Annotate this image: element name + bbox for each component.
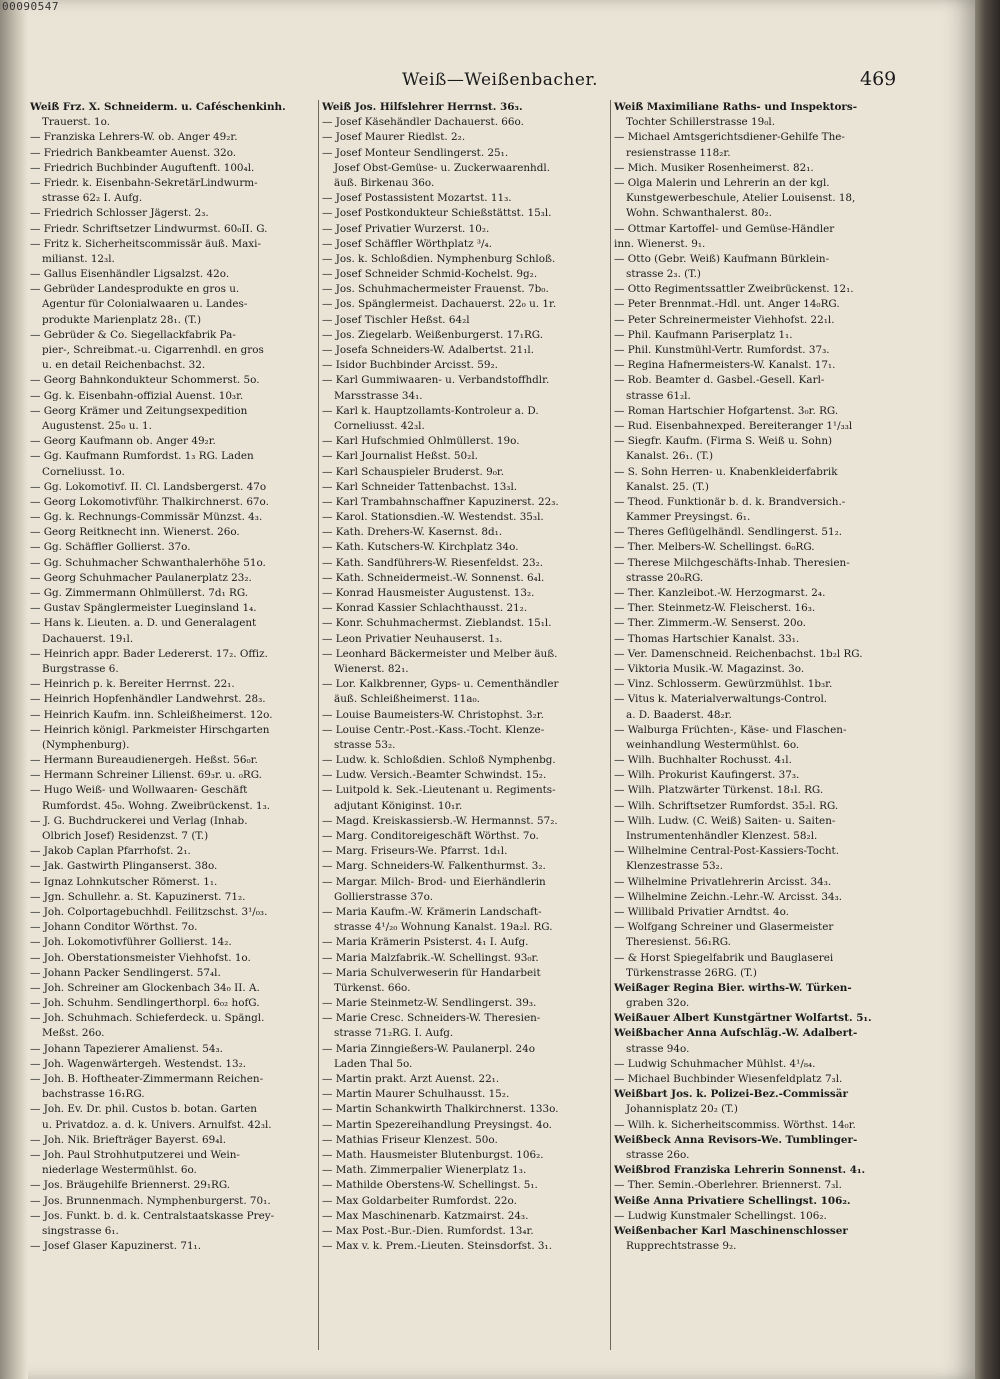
directory-entry: — Joh. Wagenwärtergeh. Westendst. 13₂. [30, 1057, 247, 1070]
directory-entry: — Heinrich Hopfenhändler Landwehrst. 28₃. [30, 693, 266, 706]
directory-entry: — Mich. Musiker Rosenheimerst. 82₁. [614, 161, 814, 174]
directory-entry: — Math. Zimmerpalier Wienerplatz 1₃. [322, 1164, 527, 1177]
entry-continuation-line: Johannisplatz 20₂ (T.) [626, 1103, 738, 1116]
directory-entry: — Max Goldarbeiter Rumfordst. 22o. [322, 1194, 517, 1207]
directory-entry: — Louise Baumeisters-W. Christophst. 3₂r. [322, 708, 544, 721]
directory-entry: — Georg Kaufmann ob. Anger 49₂r. [30, 435, 216, 448]
directory-entry: — Joh. Schuhmach. Schieferdeck. u. Spängl. [30, 1012, 265, 1025]
directory-entry: — Walburga Früchten-, Käse- und Flaschen- [614, 723, 847, 736]
directory-entry: — Max v. k. Prem.-Lieuten. Steinsdorfst. 3₁. [322, 1240, 552, 1253]
directory-entry: — Gg. k. Eisenbahn-offizial Auenst. 10₃r. [30, 389, 244, 402]
entry-continuation-line: u. Privatdoz. a. d. k. Univers. Arnulfst. 42₃l. [42, 1118, 272, 1131]
directory-entry: — Martin prakt. Arzt Auenst. 22₁. [322, 1073, 500, 1085]
entry-continuation-line: strasse 20₀RG. [626, 571, 704, 584]
directory-entry: — Peter Schreinermeister Viehhofst. 22₁l. [614, 313, 835, 326]
directory-entry: — Theres Geflügelhändl. Sendlingerst. 51₂. [614, 526, 843, 539]
directory-entry: — Mathias Friseur Klenzest. 50o. [322, 1133, 498, 1146]
directory-entry: — Wilh. Schriftsetzer Rumfordst. 35₂l. RG. [614, 799, 839, 812]
directory-entry: — Jak. Gastwirth Plinganserst. 38o. [30, 860, 218, 873]
entry-continuation-line: strasse 53₂. [334, 738, 396, 751]
directory-entry: — Ludw. k. Schloßdien. Schloß Nymphenbg. [322, 754, 556, 767]
directory-entry: — Hermann Bureaudienergeh. Heßst. 56₀r. [30, 754, 258, 767]
directory-headword-entry: Weißauer Albert Kunstgärtner Wolfartst. 5₁. [614, 1012, 872, 1025]
directory-entry: — Marg. Schneiders-W. Falkenthurmst. 3₂. [322, 860, 546, 873]
directory-entry: — Leon Privatier Neuhauserst. 1₃. [322, 632, 503, 645]
entry-continuation-line: Theresienst. 56₁RG. [626, 936, 731, 949]
entry-continuation-line: Marsstrasse 34₁. [334, 389, 423, 402]
directory-entry: — Ther. Melbers-W. Schellingst. 6₀RG. [614, 541, 815, 554]
directory-entry: — Hugo Weiß- und Wollwaaren- Geschäft [30, 784, 248, 797]
directory-entry: — Gebrüder Landesprodukte en gros u. [30, 283, 240, 296]
directory-headword-entry: Weiß Maximiliane Raths- und Inspektors- [614, 101, 858, 113]
directory-entry: — Max Post.-Bur.-Dien. Rumfordst. 13₄r. [322, 1224, 534, 1237]
directory-entry: — Josefa Schneiders-W. Adalbertst. 21₁l. [322, 344, 534, 356]
directory-entry: — Karl Trambahnschaffner Kapuzinerst. 22₃. [322, 495, 559, 508]
directory-headword-entry: Weißenbacher Karl Maschinenschlosser [614, 1224, 848, 1237]
directory-entry: — Karl Journalist Heßst. 50₂l. [322, 450, 478, 463]
entry-continuation-line: Kanalst. 25. (T.) [626, 480, 709, 493]
directory-entry: — Wilh. Platzwärter Türkenst. 18₁l. RG. [614, 784, 824, 797]
entry-continuation-line: Wienerst. 82₁. [334, 662, 409, 675]
directory-entry: — Math. Hausmeister Blutenburgst. 106₂. [322, 1148, 544, 1161]
directory-entry: — Mathilde Oberstens-W. Schellingst. 5₁. [322, 1179, 538, 1192]
directory-entry: — Maria Schulverweserin für Handarbeit [322, 966, 541, 979]
directory-entry: — Leonhard Bäckermeister und Melber äuß. [322, 647, 558, 660]
directory-entry: — Heinrich appr. Bader Ledererst. 17₂. Offiz. [30, 647, 268, 660]
column-2 [322, 100, 612, 1254]
directory-entry: — Ther. Zimmerm.-W. Senserst. 20o. [614, 617, 806, 630]
entry-continuation-line: Olbrich Josef) Residenzst. 7 (T.) [42, 830, 209, 842]
directory-entry: — Wilh. Buchhalter Rochusst. 4₁l. [614, 754, 792, 767]
directory-entry: — Jos. Spänglermeist. Dachauerst. 22₀ u. 1r. [322, 298, 557, 311]
directory-entry: — Olga Malerin und Lehrerin an der kgl. [614, 176, 830, 189]
directory-entry: — Jos. Brunnenmach. Nymphenburgerst. 70₁. [30, 1194, 271, 1207]
directory-entry: — Friedr. k. Eisenbahn-SekretärLindwurm- [30, 176, 258, 189]
directory-entry: — Ludw. Versich.-Beamter Schwindst. 15₂. [322, 769, 547, 782]
directory-entry: — Gg. Schuhmacher Schwanthalerhöhe 51o. [30, 556, 266, 569]
directory-entry: — Isidor Buchbinder Arcisst. 59₂. [322, 359, 498, 372]
directory-entry: — Phil. Kunstmühl-Vertr. Rumfordst. 37₃. [614, 344, 830, 356]
directory-entry: — Georg Lokomotivführ. Thalkirchnerst. 67o. [30, 495, 269, 508]
directory-entry: — Josef Privatier Wurzerst. 10₂. [322, 222, 490, 235]
directory-entry: — Gustav Spänglermeister Lueginsland 1₄. [30, 602, 257, 615]
directory-entry: — Joh. Ev. Dr. phil. Custos b. botan. Garten [30, 1103, 257, 1116]
entry-continuation-line: graben 32o. [626, 997, 690, 1010]
directory-entry: — Magd. Kreiskassiersb.-W. Hermannst. 57₂. [322, 814, 558, 827]
directory-entry: — Jos. Schuhmachermeister Frauenst. 7b₀. [322, 283, 549, 296]
directory-entry: — Joh. Paul Strohhutputzerei und Wein- [30, 1148, 240, 1161]
directory-entry: — Josef Postkondukteur Schießstättst. 15₃l. [322, 207, 552, 220]
directory-entry: — Lor. Kalkbrenner, Gyps- u. Cementhändler [322, 678, 559, 691]
directory-headword-entry: Weißbeck Anna Revisors-We. Tumblinger- [614, 1133, 858, 1146]
directory-entry: — Gg. Schäffler Gollierst. 37o. [30, 541, 191, 554]
directory-entry: — Ther. Semin.-Oberlehrer. Briennerst. 7₃l. [614, 1179, 842, 1192]
directory-entry: — Ludwig Kunstmaler Schellingst. 106₂. [614, 1209, 827, 1222]
directory-entry: — Josef Käsehändler Dachauerst. 66o. [322, 116, 524, 129]
entry-continuation-line: Corneliusst. 42₃l. [334, 419, 425, 432]
directory-headword-entry: Weiß Frz. X. Schneiderm. u. Caféschenkinh. [30, 101, 286, 113]
directory-entry: — Joh. Lokomotivführer Gollierst. 14₂. [30, 936, 232, 949]
entry-continuation-line: pier-, Schreibmat.-u. Cigarrenhdl. en gros [42, 344, 264, 356]
directory-entry: — Ignaz Lohnkutscher Römerst. 1₁. [30, 875, 218, 888]
directory-entry: — Joh. Schuhm. Sendlingerthorpl. 6₀₂ hofG. [30, 997, 260, 1010]
entry-continuation-line: strasse 71₂RG. I. Aufg. [334, 1027, 454, 1040]
entry-continuation-line: Rumfordst. 45₀. Wohng. Zweibrückenst. 1₃. [42, 799, 271, 812]
directory-entry: — Karl Schauspieler Bruderst. 9₀r. [322, 465, 505, 478]
directory-entry: — Johann Conditor Wörthst. 7o. [30, 921, 198, 934]
column-3 [614, 100, 904, 1254]
directory-entry: — Joh. Nik. Briefträger Bayerst. 69₄l. [30, 1133, 227, 1146]
entry-continuation-line: strasse 62₂ I. Aufg. [42, 192, 143, 205]
directory-entry: — Marg. Conditoreigeschäft Wörthst. 7o. [322, 830, 539, 842]
directory-entry: — Johann Packer Sendlingerst. 57₄l. [30, 966, 221, 979]
directory-entry: — Ver. Damenschneid. Reichenbachst. 1b₂l RG. [614, 647, 863, 660]
directory-entry: — Wilh. k. Sicherheitscommiss. Wörthst. 14₀r. [614, 1118, 856, 1131]
directory-entry: — Michael Buchbinder Wiesenfeldplatz 7₃l. [614, 1073, 843, 1085]
entry-continuation-line: (Nymphenburg). [42, 738, 130, 751]
directory-entry: — Ottmar Kartoffel- und Gemüse-Händler [614, 222, 835, 235]
directory-entry: — Konr. Schuhmachermst. Zieblandst. 15₁l. [322, 617, 552, 630]
directory-entry: — Heinrich königl. Parkmeister Hirschgarten [30, 723, 270, 736]
directory-headword-entry: Weißbrod Franziska Lehrerin Sonnenst. 4₁. [614, 1164, 866, 1177]
entry-continuation-line: Kammer Preysingst. 6₁. [626, 511, 751, 524]
entry-continuation-line: u. en detail Reichenbachst. 32. [42, 359, 206, 372]
directory-entry: — Heinrich p. k. Bereiter Herrnst. 22₁. [30, 678, 235, 691]
directory-entry: — Margar. Milch- Brod- und Eierhändlerin [322, 875, 546, 888]
directory-entry: — Karol. Stationsdien.-W. Westendst. 35₃l. [322, 511, 544, 524]
directory-entry: — Joh. B. Hoftheater-Zimmermann Reichen- [30, 1073, 264, 1085]
directory-entry: — Louise Centr.-Post.-Kass.-Tocht. Klenze- [322, 723, 545, 736]
directory-headword-entry: Weiß Jos. Hilfslehrer Herrnst. 36₃. [322, 101, 523, 113]
column-1 [30, 100, 320, 1254]
entry-continuation-line: Laden Thal 5o. [334, 1057, 413, 1070]
directory-entry: — Marie Cresc. Schneiders-W. Theresien- [322, 1012, 541, 1025]
directory-entry: — Josef Schäffler Wörthplatz ³/₄. [322, 237, 493, 250]
entry-continuation-line: Gollierstrasse 37o. [334, 890, 434, 903]
directory-entry: — Martin Spezereihandlung Preysingst. 4o. [322, 1118, 552, 1131]
entry-continuation-line: strasse 4¹/₂₀ Wohnung Kanalst. 19a₂l. RG. [334, 921, 553, 934]
directory-entry: — Jgn. Schullehr. a. St. Kapuzinerst. 71₂. [30, 890, 246, 903]
directory-entry: — Konrad Kassier Schlachthausst. 21₂. [322, 602, 528, 615]
directory-headword-entry: Weißbacher Anna Aufschläg.-W. Adalbert- [614, 1027, 858, 1040]
directory-entry: — J. G. Buchdruckerei und Verlag (Inhab. [30, 814, 248, 827]
entry-continuation-line: Trauerst. 1o. [42, 116, 111, 129]
directory-entry: — Gg. Lokomotivf. II. Cl. Landsbergerst. 47o [30, 480, 267, 493]
directory-entry: — Karl Schneider Tattenbachst. 13₃l. [322, 480, 518, 493]
entry-continuation-line: strasse 26o. [626, 1148, 690, 1161]
directory-entry: inn. Wienerst. 9₁. [614, 237, 706, 250]
directory-entry: — Jos. Ziegelarb. Weißenburgerst. 17₁RG. [322, 328, 544, 341]
directory-headword-entry: Weißager Regina Bier. wirths-W. Türken- [614, 981, 852, 994]
directory-entry: — Ther. Steinmetz-W. Fleischerst. 16₃. [614, 602, 816, 615]
entry-continuation-line: strasse 94o. [626, 1042, 690, 1055]
entry-continuation-line: äuß. Birkenau 36o. [334, 176, 435, 189]
directory-entry: — Maria Kaufm.-W. Krämerin Landschaft- [322, 905, 542, 918]
directory-entry: — Karl Hufschmied Ohlmüllerst. 19o. [322, 435, 520, 448]
directory-entry: — Theod. Funktionär b. d. k. Brandversich.- [614, 495, 846, 508]
directory-entry: — Georg Bahnkondukteur Schommerst. 5o. [30, 374, 260, 387]
entry-continuation-line: Kanalst. 26₁. (T.) [626, 450, 714, 463]
directory-entry: — S. Sohn Herren- u. Knabenkleiderfabrik [614, 465, 838, 478]
column-divider [610, 100, 611, 1350]
directory-entry: — Georg Schuhmacher Paulanerplatz 23₂. [30, 571, 252, 584]
page-gutter [0, 0, 28, 1379]
column-divider [318, 100, 319, 1350]
directory-entry: — Marie Steinmetz-W. Sendlingerst. 39₃. [322, 997, 537, 1010]
directory-entry: — Friedrich Buchbinder Auguftenft. 100₄l. [30, 161, 255, 174]
entry-continuation-line: Augustenst. 25₀ u. 1. [42, 419, 152, 432]
directory-entry: — Joh. Schreiner am Glockenbach 34₀ II. A. [30, 981, 260, 994]
directory-headword-entry: Weißbart Jos. k. Polizei-Bez.-Commissär [614, 1088, 848, 1101]
directory-entry: — Hermann Schreiner Lilienst. 69₃r. u. ₀RG. [30, 769, 262, 782]
directory-entry: — Willibald Privatier Arndtst. 4o. [614, 905, 789, 918]
directory-entry: — Franziska Lehrers-W. ob. Anger 49₂r. [30, 131, 238, 144]
entry-continuation-line: Meßst. 26o. [42, 1027, 105, 1040]
directory-entry: — Fritz k. Sicherheitscommissär äuß. Maxi- [30, 237, 261, 250]
directory-entry: — Kath. Kutschers-W. Kirchplatz 34o. [322, 541, 519, 554]
directory-entry: — Wilh. Ludw. (C. Weiß) Saiten- u. Saiten- [614, 814, 836, 827]
directory-entry: — Rud. Eisenbahnexped. Bereiteranger 1¹/₃₃l [614, 419, 853, 432]
directory-entry: — Vitus k. Materialverwaltungs-Control. [614, 693, 828, 706]
entry-continuation-line: adjutant Königinst. 10₁r. [334, 799, 463, 812]
directory-entry: — Roman Hartschier Hofgartenst. 3₀r. RG. [614, 404, 839, 417]
directory-entry: — Wilhelmine Central-Post-Kassiers-Tocht. [614, 845, 840, 858]
directory-entry: — Kath. Sandführers-W. Riesenfeldst. 23₂. [322, 556, 544, 569]
directory-entry: — Josef Glaser Kapuzinerst. 71₁. [30, 1240, 202, 1253]
directory-entry: — Otto Regimentssattler Zweibrückenst. 12₁. [614, 283, 854, 296]
directory-entry: — Max Maschinenarb. Katzmairst. 24₃. [322, 1209, 529, 1222]
directory-entry: — Ther. Kanzleibot.-W. Herzogmarst. 2₄. [614, 587, 826, 599]
directory-entry: — Jos. Bräugehilfe Briennerst. 29₁RG. [30, 1179, 231, 1192]
entry-continuation-line: Wohn. Schwanthalerst. 80₂. [626, 207, 772, 220]
entry-continuation-line: Corneliusst. 1o. [42, 465, 125, 478]
directory-entry: — Georg Reitknecht inn. Wienerst. 26o. [30, 526, 240, 539]
entry-continuation-line: resienstrasse 118₂r. [626, 146, 731, 159]
directory-entry: — Martin Schankwirth Thalkirchnerst. 133o. [322, 1103, 559, 1116]
entry-continuation-line: niederlage Westermühlst. 6o. [42, 1164, 197, 1177]
entry-continuation-line: weinhandlung Westermühlst. 6o. [626, 738, 800, 751]
entry-continuation-line: milianst. 12₃l. [42, 252, 115, 265]
directory-entry: — Kath. Schneidermeist.-W. Sonnenst. 6₄l. [322, 571, 545, 584]
book-spine [975, 0, 1000, 1379]
entry-continuation-line: produkte Marienplatz 28₁. (T.) [42, 313, 202, 326]
directory-entry: — Gg. k. Rechnungs-Commissär Münzst. 4₃. [30, 511, 263, 524]
directory-entry: — Joh. Oberstationsmeister Viehhofst. 1o. [30, 951, 251, 964]
entry-continuation-line: Dachauerst. 19₁l. [42, 632, 134, 645]
entry-continuation-line: Agentur für Colonialwaaren u. Landes- [42, 298, 248, 311]
directory-entry: — Gg. Kaufmann Rumfordst. 1₃ RG. Laden [30, 450, 254, 463]
entry-continuation-line: Burgstrasse 6. [42, 662, 119, 675]
directory-entry: — Josef Tischler Heßst. 64₂l [322, 313, 470, 326]
entry-continuation-line: strasse 61₂l. [626, 389, 691, 402]
directory-entry: — Josef Schneider Schmid-Kochelst. 9g₂. [322, 268, 538, 281]
directory-entry: — Hans k. Lieuten. a. D. und Generalagent [30, 617, 257, 630]
directory-entry: — Karl Gummiwaaren- u. Verbandstoffhdlr. [322, 374, 550, 387]
directory-entry: — Karl k. Hauptzollamts-Kontroleur a. D. [322, 404, 539, 417]
directory-entry: — Friedrich Bankbeamter Auenst. 32o. [30, 146, 237, 159]
entry-continuation-line: strasse 2₃. (T.) [626, 268, 701, 281]
entry-continuation-line: Türkenstrasse 26RG. (T.) [626, 966, 757, 979]
directory-entry: — Georg Krämer und Zeitungsexpedition [30, 404, 248, 417]
entry-continuation-line: Josef Obst-Gemüse- u. Zuckerwaarenhdl. [334, 161, 551, 174]
directory-headword-entry: Weiße Anna Privatiere Schellingst. 106₂. [614, 1194, 851, 1207]
directory-entry: — Marg. Friseurs-We. Pfarrst. 1d₁l. [322, 845, 508, 858]
entry-continuation-line: Klenzestrasse 53₂. [626, 860, 724, 873]
directory-entry: — Gg. Zimmermann Ohlmüllerst. 7d₁ RG. [30, 587, 249, 599]
directory-entry: — Friedrich Schlosser Jägerst. 2₃. [30, 207, 209, 220]
directory-entry: — Jakob Caplan Pfarrhofst. 2₁. [30, 845, 191, 858]
entry-continuation-line: bachstrasse 16₁RG. [42, 1088, 145, 1101]
directory-entry: — Joh. Colportagebuchhdl. Feilitzschst. 3¹/₀₃. [30, 905, 268, 918]
directory-entry: — Jos. k. Schloßdien. Nymphenburg Schloß. [322, 252, 556, 265]
directory-entry: — Maria Malzfabrik.-W. Schellingst. 93₀r. [322, 951, 539, 964]
directory-entry: — Josef Maurer Riedlst. 2₂. [322, 131, 466, 144]
entry-continuation-line: a. D. Baaderst. 48₂r. [626, 708, 732, 721]
directory-entry: — Siegfr. Kaufm. (Firma S. Weiß u. Sohn) [614, 435, 833, 448]
directory-entry: — Thomas Hartschier Kanalst. 33₁. [614, 632, 800, 645]
directory-entry: — Friedr. Schriftsetzer Lindwurmst. 60₀II. G. [30, 222, 268, 235]
directory-entry: — Wilh. Prokurist Kaufingerst. 37₃. [614, 769, 800, 782]
directory-entry: — Michael Amtsgerichtsdiener-Gehilfe The- [614, 131, 845, 144]
entry-continuation-line: Türkenst. 66o. [334, 981, 411, 994]
directory-entry: — Luitpold k. Sek.-Lieutenant u. Regiments- [322, 784, 556, 797]
directory-entry: — Gallus Eisenhändler Ligsalzst. 42o. [30, 268, 230, 281]
directory-entry: — Phil. Kaufmann Pariserplatz 1₁. [614, 328, 793, 341]
directory-entry: — Maria Krämerin Psisterst. 4₁ I. Aufg. [322, 936, 529, 949]
directory-entry: — Johann Tapezierer Amalienst. 54₃. [30, 1042, 223, 1055]
directory-entry: — Wolfgang Schreiner und Glasermeister [614, 921, 834, 934]
directory-entry: — Regina Hafnermeisters-W. Kanalst. 17₁. [614, 359, 836, 372]
entry-continuation-line: Kunstgewerbeschule, Atelier Louisenst. 18, [626, 192, 856, 205]
directory-entry: — Peter Brennmat.-Hdl. unt. Anger 14₀RG. [614, 298, 840, 311]
directory-entry: — Vinz. Schlosserm. Gewürzmühlst. 1b₃r. [614, 678, 833, 691]
entry-continuation-line: äuß. Schleißheimerst. 11a₀. [334, 693, 480, 706]
directory-entry: — Therese Milchgeschäfts-Inhab. Theresien- [614, 556, 850, 569]
directory-entry: — Rob. Beamter d. Gasbel.-Gesell. Karl- [614, 374, 825, 387]
directory-entry: — Ludwig Schuhmacher Mühlst. 4¹/₈₄. [614, 1057, 816, 1070]
scan-serial-number: 00090547 [2, 0, 59, 13]
directory-entry: — Wilhelmine Zeichn.-Lehr.-W. Arcisst. 34₃. [614, 890, 843, 903]
directory-entry: — Konrad Hausmeister Augustenst. 13₂. [322, 587, 535, 599]
directory-entry: — Otto (Gebr. Weiß) Kaufmann Bürklein- [614, 252, 830, 265]
directory-entry: — & Horst Spiegelfabrik und Bauglaserei [614, 951, 834, 964]
directory-entry: — Maria Zinngießers-W. Paulanerpl. 24o [322, 1042, 535, 1055]
entry-continuation-line: Instrumentenhändler Klenzest. 58₂l. [626, 830, 818, 842]
directory-entry: — Viktoria Musik.-W. Magazinst. 3o. [614, 662, 805, 675]
directory-entry: — Josef Postassistent Mozartst. 11₃. [322, 192, 512, 205]
directory-entry: — Jos. Funkt. b. d. k. Centralstaatskasse Prey- [30, 1209, 275, 1222]
entry-continuation-line: Tochter Schillerstrasse 19₀l. [626, 116, 775, 129]
directory-entry: — Josef Monteur Sendlingerst. 25₁. [322, 146, 509, 159]
entry-continuation-line: Rupprechtstrasse 9₂. [626, 1240, 737, 1253]
directory-entry: — Wilhelmine Privatlehrerin Arcisst. 34₃. [614, 875, 832, 888]
running-head: Weiß—Weißenbacher. [401, 70, 599, 90]
page-number: 469 [860, 68, 897, 90]
directory-entry: — Heinrich Kaufm. inn. Schleißheimerst. 12o. [30, 708, 273, 721]
directory-entry: — Gebrüder & Co. Siegellackfabrik Pa- [30, 328, 236, 341]
directory-entry: — Kath. Drehers-W. Kasernst. 8d₁. [322, 526, 503, 539]
entry-continuation-line: singstrasse 6₁. [42, 1224, 119, 1237]
directory-entry: — Martin Maurer Schulhausst. 15₂. [322, 1088, 510, 1101]
